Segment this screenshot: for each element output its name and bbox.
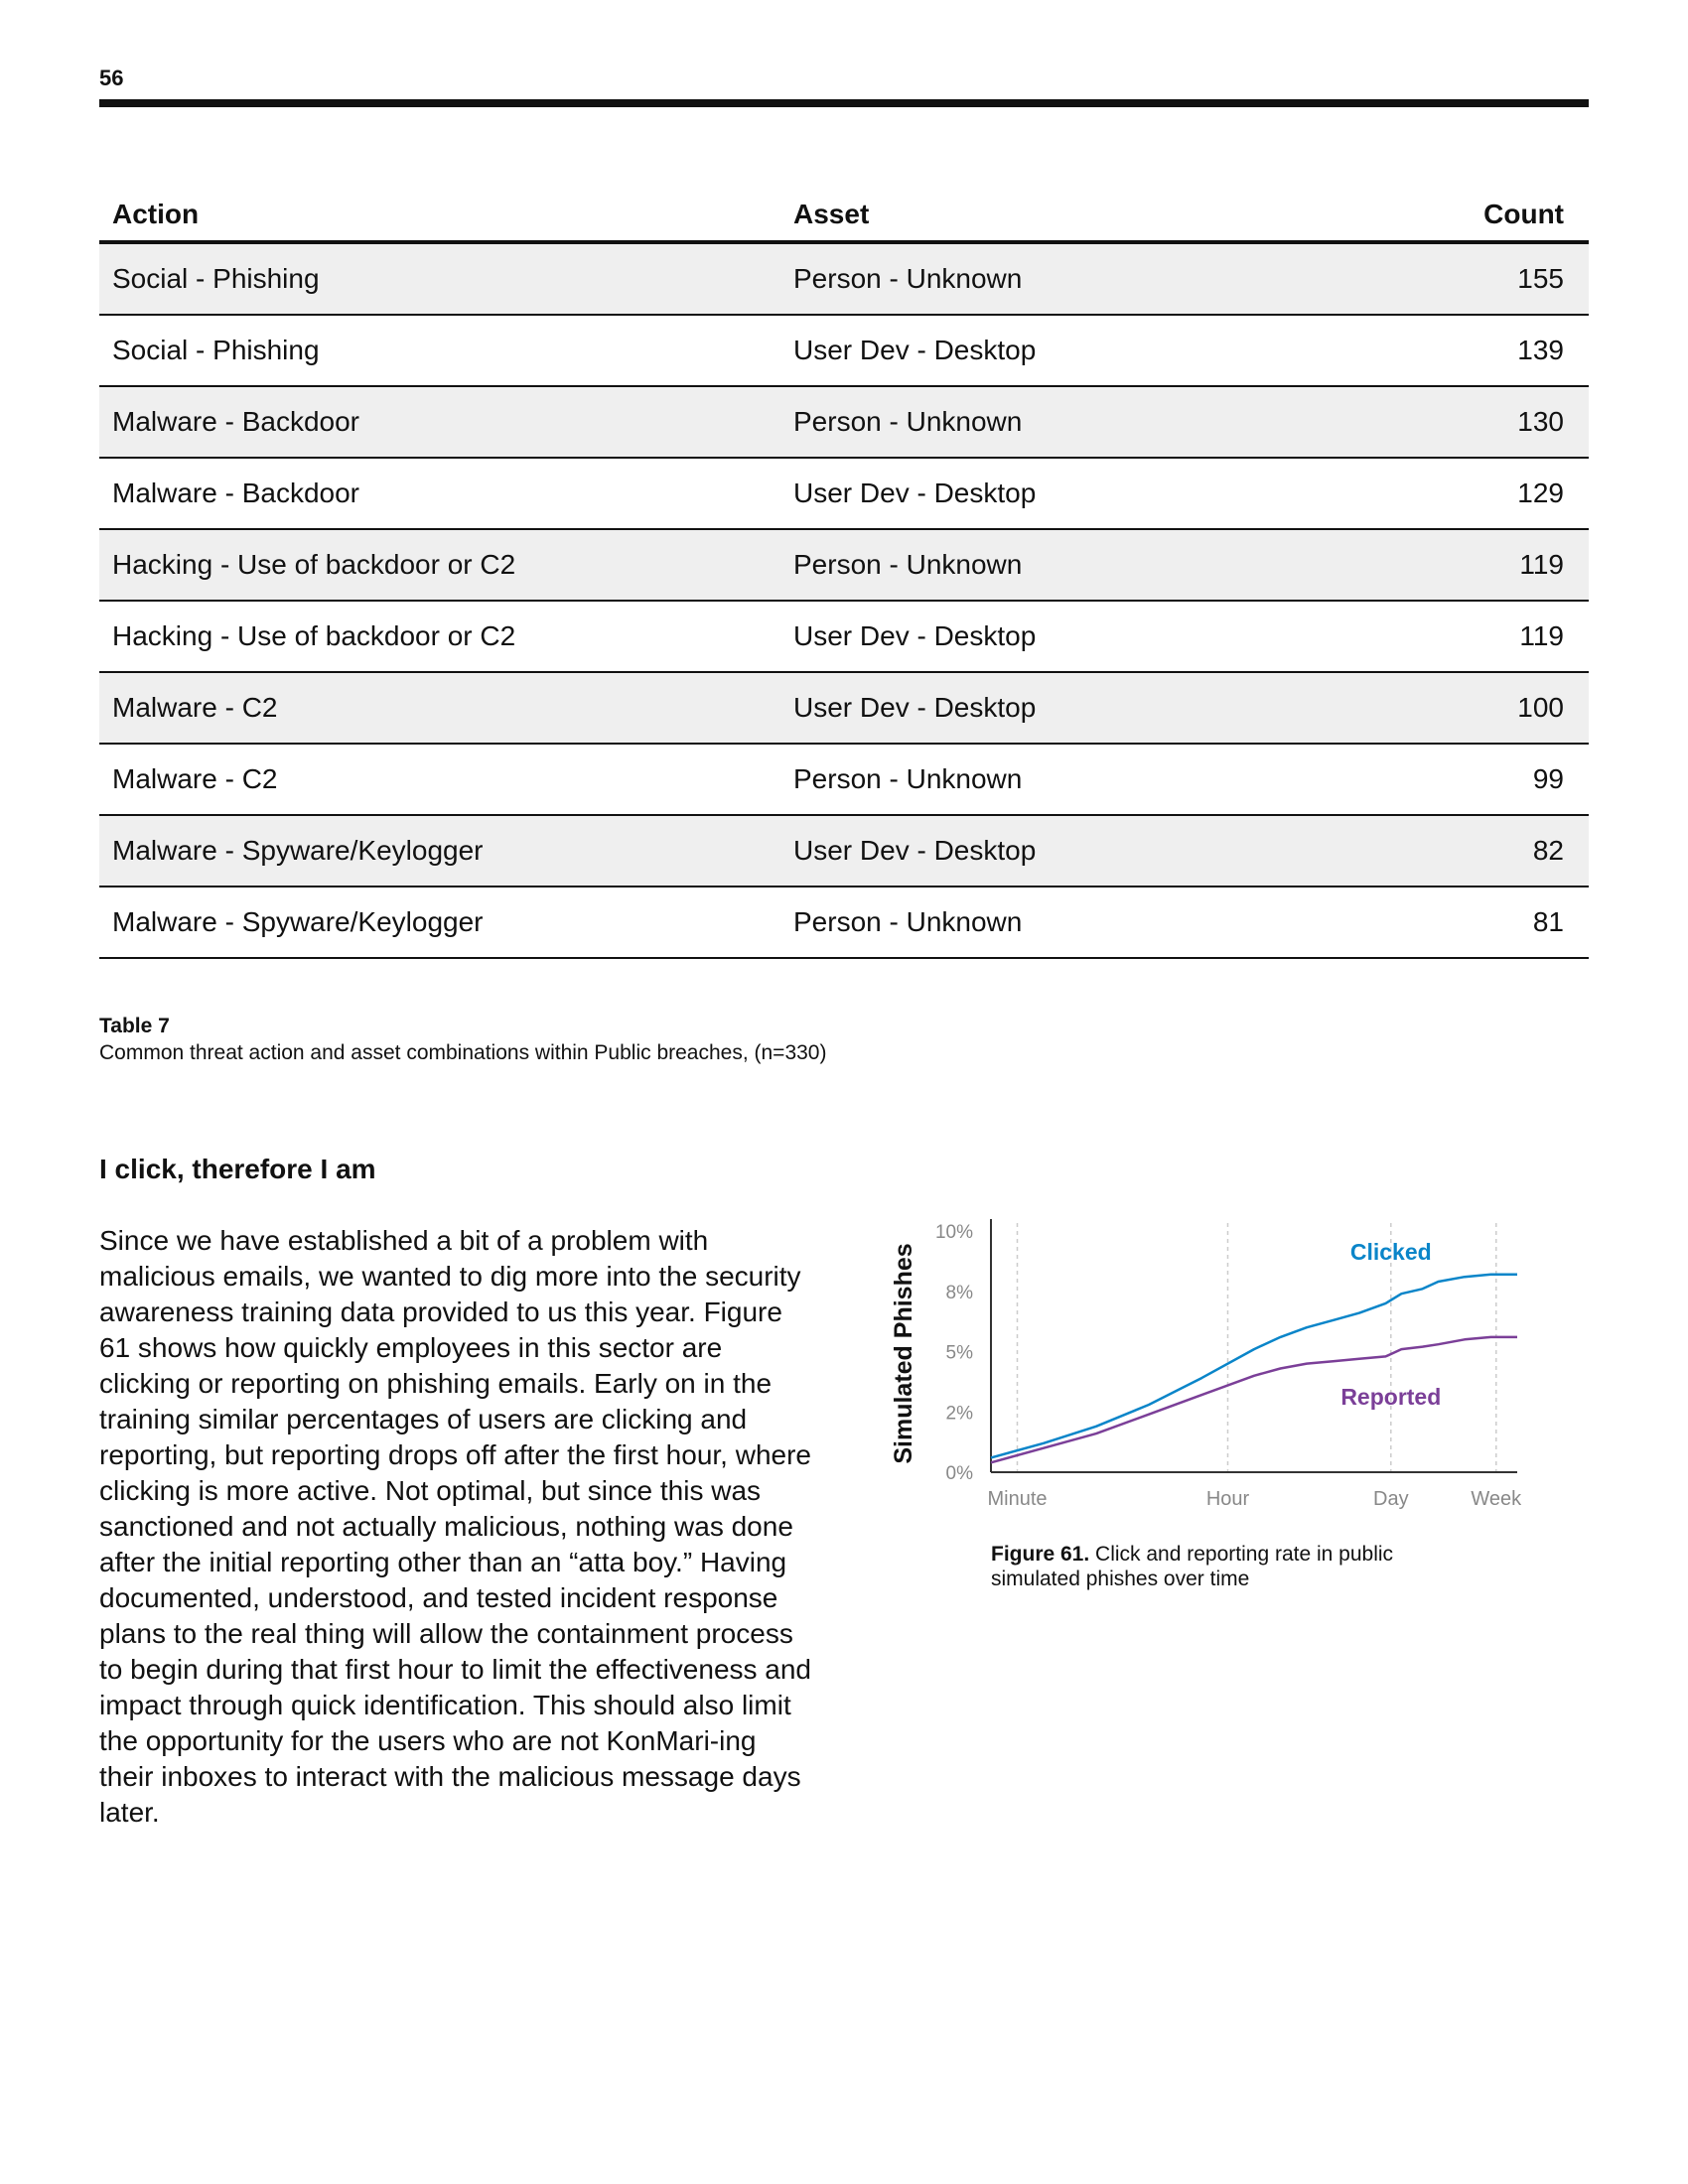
cell-action: Malware - Backdoor [99, 386, 780, 458]
table-row [99, 744, 1589, 815]
series-label-reported: Reported [1340, 1383, 1442, 1410]
cell-count: 82 [1341, 815, 1589, 887]
table-row [99, 458, 1589, 529]
table-header-row [99, 189, 1589, 242]
cell-asset: Person - Unknown [780, 887, 1341, 958]
cell-count: 81 [1341, 887, 1589, 958]
threat-action-table [99, 189, 1589, 959]
page-number: 56 [99, 66, 124, 90]
cell-action: Malware - Spyware/Keylogger [99, 815, 780, 887]
cell-asset: Person - Unknown [780, 529, 1341, 601]
header-rule [99, 99, 1589, 107]
cell-asset: Person - Unknown [780, 242, 1341, 315]
table-row [99, 815, 1589, 887]
y-tick-label: 2% [945, 1403, 973, 1425]
cell-action: Malware - C2 [99, 744, 780, 815]
header-action: Action [99, 189, 780, 242]
y-tick-label: 0% [945, 1463, 973, 1484]
table-caption-text: Common threat action and asset combinations within Public breaches, (n=330) [99, 1041, 827, 1064]
figure-caption [991, 1542, 1408, 1591]
series-label-clicked: Clicked [1349, 1239, 1432, 1266]
x-tick-label: Day [1373, 1488, 1409, 1510]
cell-asset: User Dev - Desktop [780, 672, 1341, 744]
table-row [99, 529, 1589, 601]
x-tick-label: Week [1471, 1488, 1522, 1510]
cell-count: 155 [1341, 242, 1589, 315]
cell-count: 130 [1341, 386, 1589, 458]
cell-count: 129 [1341, 458, 1589, 529]
cell-count: 139 [1341, 315, 1589, 386]
body-paragraph: Since we have established a bit of a problem with malicious emails, we wanted to dig more into the security awareness training data provided to us this year. Figure 61 shows how quickly employees in this sector are clicking or reporting on phishing emails. Early on in the training similar percentages of users are clicking and reporting, but reporting drops off after the first hour, where clicking is more active. Not optimal, but since this was sanctioned and not actually malicious, nothing was done after the initial reporting other than an “atta boy.” Having documented, understood, and tested incident response plans to the real thing will allow the containment process to begin during that first hour to limit the effectiveness and impact through quick identification. This should also limit the opportunity for the users who are not KonMari-ing their inboxes to interact with the malicious message days later. [99, 1225, 812, 1828]
cell-asset: Person - Unknown [780, 744, 1341, 815]
figure-caption-label: Figure 61. [991, 1543, 1090, 1566]
cell-asset: Person - Unknown [780, 386, 1341, 458]
y-tick-label: 5% [945, 1342, 973, 1364]
cell-count: 119 [1341, 529, 1589, 601]
header-asset: Asset [780, 189, 1341, 242]
section-heading: I click, therefore I am [99, 1154, 376, 1184]
cell-action: Social - Phishing [99, 242, 780, 315]
table-row [99, 672, 1589, 744]
table-caption [99, 1013, 993, 1066]
table-row [99, 887, 1589, 958]
cell-count: 119 [1341, 601, 1589, 672]
table-caption-title: Table 7 [99, 1015, 170, 1037]
y-axis-title: Simulated Phishes [890, 1243, 917, 1464]
table-body [99, 242, 1589, 958]
x-tick-label: Hour [1205, 1488, 1250, 1510]
cell-action: Malware - Spyware/Keylogger [99, 887, 780, 958]
cell-asset: User Dev - Desktop [780, 815, 1341, 887]
cell-count: 100 [1341, 672, 1589, 744]
cell-action: Hacking - Use of backdoor or C2 [99, 601, 780, 672]
click-report-chart [874, 1211, 1529, 1529]
cell-asset: User Dev - Desktop [780, 458, 1341, 529]
table-row [99, 242, 1589, 315]
table-row [99, 315, 1589, 386]
series-line-clicked [991, 1275, 1517, 1458]
cell-action: Malware - Backdoor [99, 458, 780, 529]
cell-asset: User Dev - Desktop [780, 315, 1341, 386]
cell-action: Malware - C2 [99, 672, 780, 744]
y-tick-label: 10% [934, 1222, 973, 1243]
table-row [99, 386, 1589, 458]
cell-action: Social - Phishing [99, 315, 780, 386]
header-count: Count [1341, 189, 1589, 242]
x-tick-label: Minute [987, 1488, 1048, 1510]
figure-caption-text: Click and reporting rate in public simulated phishes over time [991, 1543, 1394, 1590]
cell-count: 99 [1341, 744, 1589, 815]
cell-action: Hacking - Use of backdoor or C2 [99, 529, 780, 601]
cell-asset: User Dev - Desktop [780, 601, 1341, 672]
table-row [99, 601, 1589, 672]
y-tick-label: 8% [945, 1282, 973, 1303]
